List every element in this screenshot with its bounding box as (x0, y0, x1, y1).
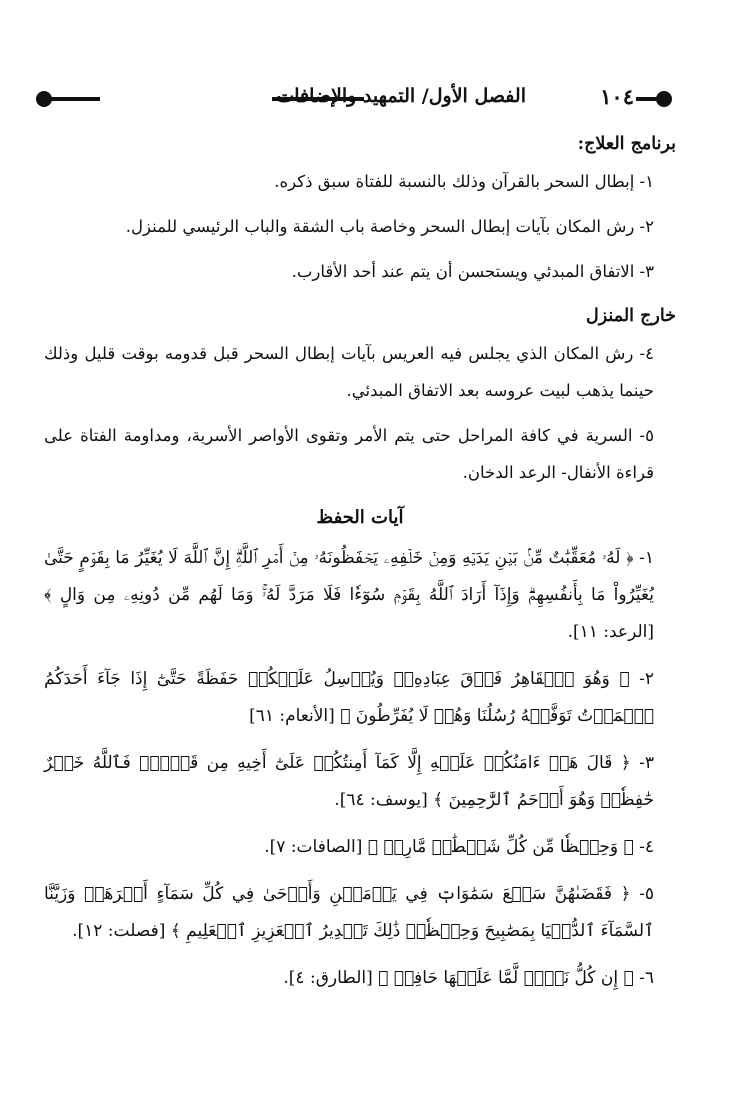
verse-item-2: ٢- ﴿ وَهُوَ ٱلۡقَاهِرُ فَوۡقَ عِبَادِهِۦۖ وَيُرۡسِلُ عَلَيۡكُمۡ حَفَظَةً حَتَّىٰٓ إِذَا جَآءَ أَحَدَكُمُ ٱلۡمَوۡتُ تَوَفَّتۡهُ رُسُلُنَا وَهُمۡ لَا يُفَرِّطُونَ ﴾ [الأنعام: ٦١] (44, 669, 654, 726)
chapter-title: الفصل الأول/ التمهيد والإضافات (276, 85, 526, 107)
section-heading-outside: خارج المنزل (586, 306, 676, 326)
verse-item-5: ٥- ﴿ فَقَضَىٰهُنَّ سَبۡعَ سَمَٰوَاتٖ فِي يَوۡمَيۡنِ وَأَوۡحَىٰ فِي كُلِّ سَمَآءٍ أَمۡرَهَاۚ وَزَيَّنَّا ٱلسَّمَآءَ ٱلدُّنۡيَا بِمَصَٰبِيحَ وَحِفۡظٗاۚ ذَٰلِكَ تَقۡدِيرُ ٱلۡعَزِيزِ ٱلۡعَلِيمِ ﴾ [فصلت: ١٢]. (44, 884, 654, 941)
running-header (44, 82, 676, 116)
treatment-item-1: ١- إبطال السحر بالقرآن وذلك بالنسبة للفتاة سبق ذكره. (274, 172, 654, 191)
header-rule-right (636, 97, 662, 101)
verse-item-3: ٣- ﴿ قَالَ هَلۡ ءَامَنُكُمۡ عَلَيۡهِ إِلَّا كَمَآ أَمِنتُكُمۡ عَلَىٰٓ أَخِيهِ مِن قَبۡلُۖ فَٱللَّهُ خَيۡرٌ حَٰفِظٗاۖ وَهُوَ أَرۡحَمُ ٱلرَّٰحِمِينَ ﴾ [يوسف: ٦٤]. (44, 753, 654, 810)
outside-item-5: ٥- السرية في كافة المراحل حتى يتم الأمر وتقوى الأواصر الأسرية، ومداومة الفتاة على قراءة الأنفال- الرعد الدخان. (44, 426, 654, 482)
treatment-item-2: ٢- رش المكان بآيات إبطال السحر وخاصة باب الشقة والباب الرئيسي للمنزل. (125, 217, 654, 236)
treatment-item-3: ٣- الاتفاق المبدئي ويستحسن أن يتم عند أحد الأقارب. (291, 262, 654, 281)
section-heading-verses: آيات الحفظ (316, 507, 404, 528)
verse-item-1: ١- ﴿ لَهُۥ مُعَقِّبَٰتٌ مِّنۢ بَيۡنِ يَدَيۡهِ وَمِنۡ خَلۡفِهِۦ يَحۡفَظُونَهُۥ مِنۡ أَمۡرِ ٱللَّهِۗ إِنَّ ٱللَّهَ لَا يُغَيِّرُ مَا بِقَوۡمٍ حَتَّىٰ يُغَيِّرُواْ مَا بِأَنفُسِهِمۡۗ وَإِذَآ أَرَادَ ٱللَّهُ بِقَوۡمٖ سُوٓءٗا فَلَا مَرَدَّ لَهُۥۚ وَمَا لَهُم مِّن دُونِهِۦ مِن وَالٍ ﴾ [الرعد: ١١]. (44, 548, 654, 642)
page-number: ١٠٤ (600, 84, 634, 109)
page-body (44, 126, 676, 1007)
verse-item-6: ٦- ﴿ إِن كُلُّ نَفۡسٖ لَّمَّا عَلَيۡهَا حَافِظٞ ﴾ [الطارق: ٤]. (283, 968, 654, 988)
section-heading-treatment: برنامج العلاج: (577, 134, 676, 154)
verse-item-4: ٤- ﴿ وَحِفۡظٗا مِّن كُلِّ شَيۡطَٰنٖ مَّارِدٖ ﴾ [الصافات: ٧]. (264, 837, 654, 857)
header-dot-left (36, 91, 52, 107)
outside-item-4: ٤- رش المكان الذي يجلس فيه العريس بآيات إبطال السحر قبل قدومه بوقت قليل وذلك حينما يذهب لبيت عروسه بعد الاتفاق المبدئي. (44, 344, 654, 400)
book-page (44, 0, 676, 1102)
header-rule-left (48, 97, 100, 101)
